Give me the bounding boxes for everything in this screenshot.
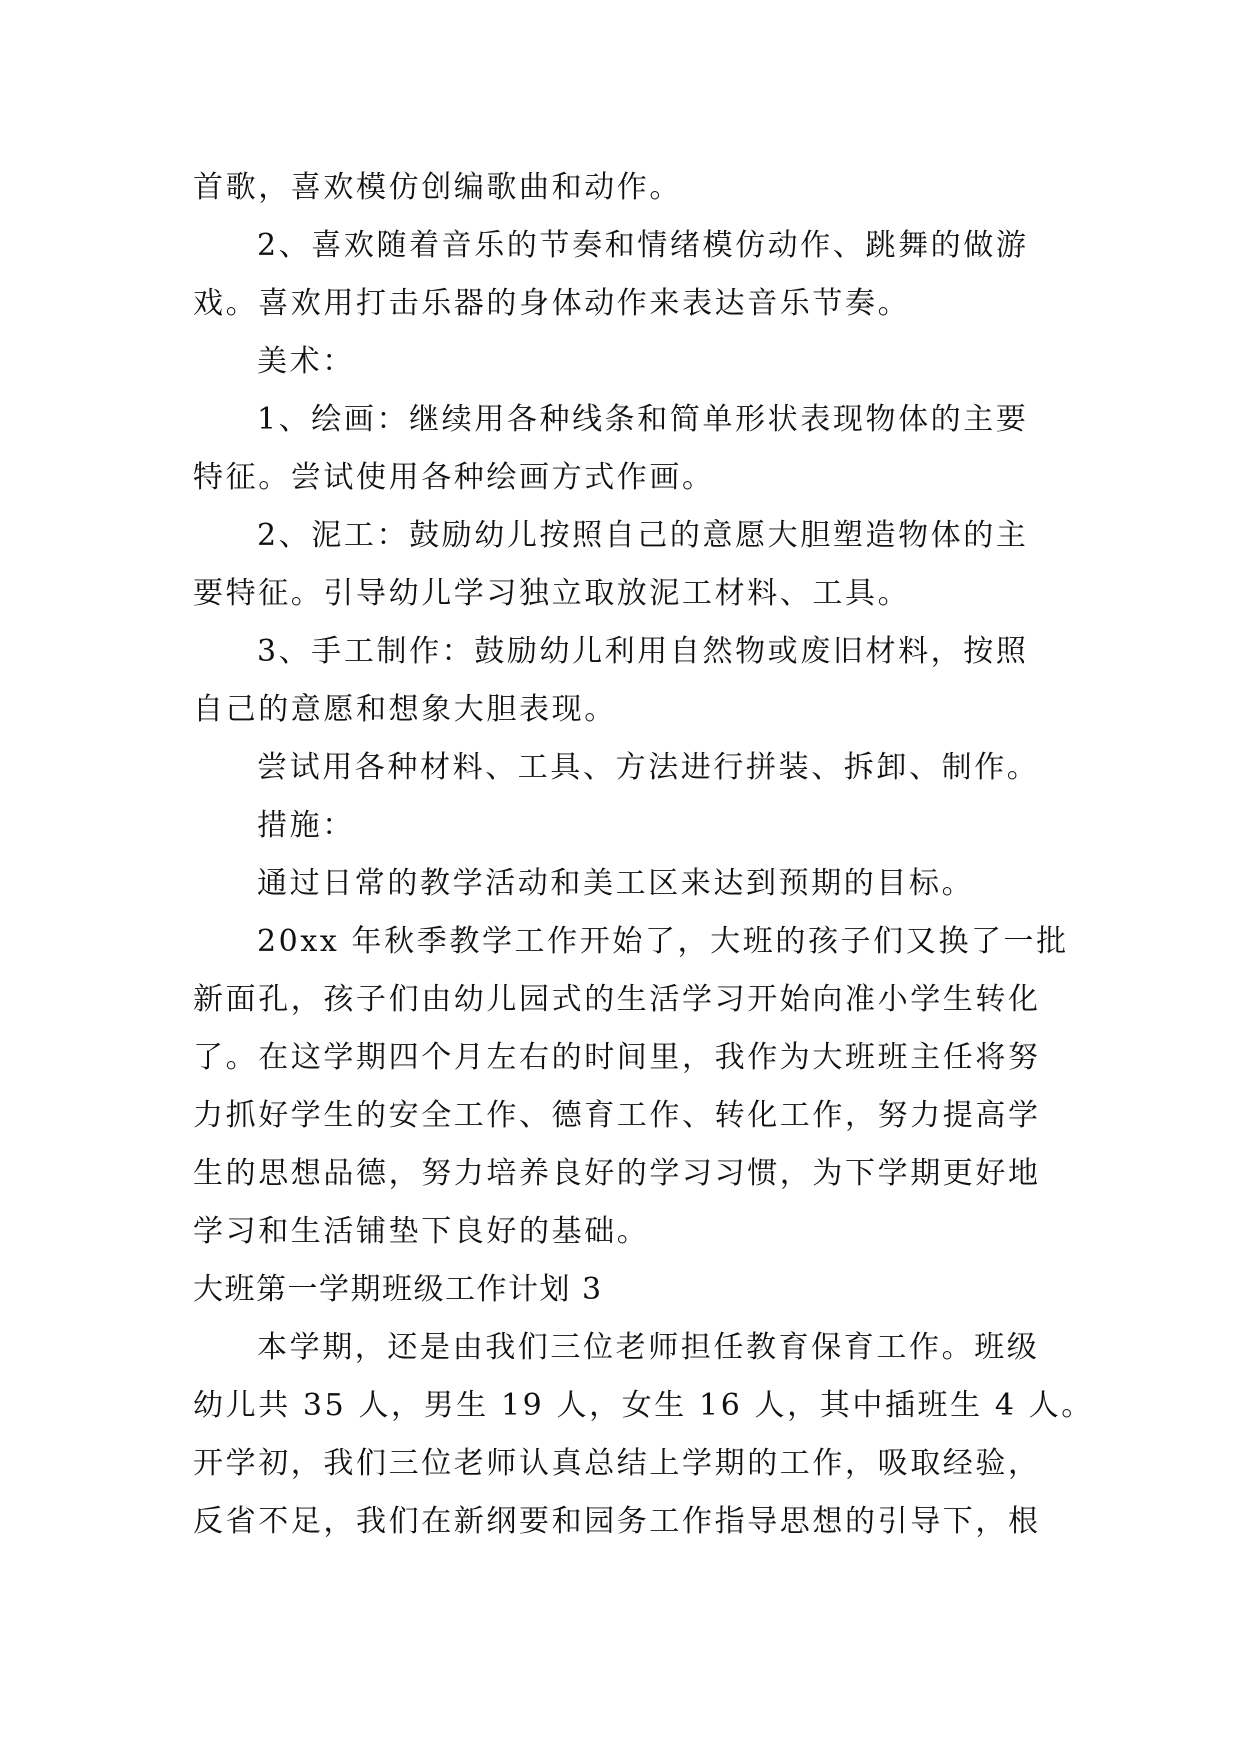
text-line: 学习和生活铺垫下良好的基础。 xyxy=(193,1214,650,1249)
text-line: 力抓好学生的安全工作、德育工作、转化工作，努力提高学 xyxy=(193,1098,1041,1133)
text-line: 反省不足，我们在新纲要和园务工作指导思想的引导下，根 xyxy=(193,1504,1041,1539)
section-heading: 美术： xyxy=(257,344,355,379)
text-line: 开学初，我们三位老师认真总结上学期的工作，吸取经验， xyxy=(193,1446,1041,1481)
text-line: 2、泥工：鼓励幼儿按照自己的意愿大胆塑造物体的主 xyxy=(257,518,1029,553)
text-line: 幼儿共 35 人，男生 19 人，女生 16 人，其中插班生 4 人。 xyxy=(193,1388,1094,1423)
text-line: 20xx 年秋季教学工作开始了，大班的孩子们又换了一批 xyxy=(257,924,1069,959)
text-line: 新面孔，孩子们由幼儿园式的生活学习开始向准小学生转化 xyxy=(193,982,1041,1017)
text-line: 特征。尝试使用各种绘画方式作画。 xyxy=(193,460,715,495)
section-heading: 措施： xyxy=(257,808,355,843)
text-line: 尝试用各种材料、工具、方法进行拼装、拆卸、制作。 xyxy=(257,750,1040,785)
document-heading: 大班第一学期班级工作计划 3 xyxy=(193,1272,603,1307)
text-line: 3、手工制作：鼓励幼儿利用自然物或废旧材料，按照 xyxy=(257,634,1029,669)
text-line: 生的思想品德，努力培养良好的学习习惯，为下学期更好地 xyxy=(193,1156,1041,1191)
text-line: 自己的意愿和想象大胆表现。 xyxy=(193,692,617,727)
text-line: 2、喜欢随着音乐的节奏和情绪模仿动作、跳舞的做游 xyxy=(257,228,1029,263)
text-line: 要特征。引导幼儿学习独立取放泥工材料、工具。 xyxy=(193,576,911,611)
text-line: 本学期，还是由我们三位老师担任教育保育工作。班级 xyxy=(257,1330,1040,1365)
text-line: 戏。喜欢用打击乐器的身体动作来表达音乐节奏。 xyxy=(193,286,911,321)
text-line: 了。在这学期四个月左右的时间里，我作为大班班主任将努 xyxy=(193,1040,1041,1075)
text-line: 1、绘画：继续用各种线条和简单形状表现物体的主要 xyxy=(257,402,1029,437)
text-line: 通过日常的教学活动和美工区来达到预期的目标。 xyxy=(257,866,975,901)
text-line: 首歌，喜欢模仿创编歌曲和动作。 xyxy=(193,170,682,205)
